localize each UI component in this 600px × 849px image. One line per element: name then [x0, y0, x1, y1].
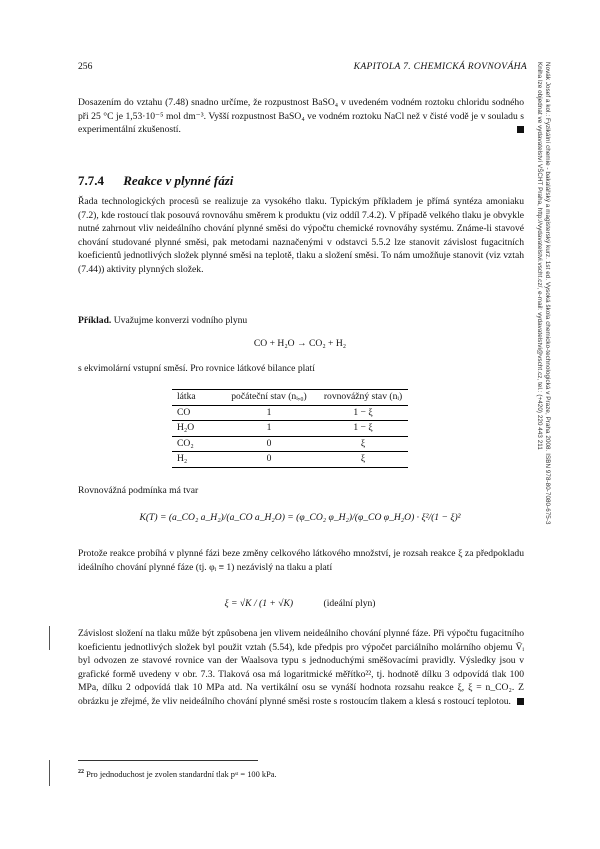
table-cell: H₂ — [172, 452, 220, 468]
section-title: Reakce v plynné fázi — [123, 173, 234, 188]
section-paragraph: Řada technologických procesů se realizuje za vysokého tlaku. Typickým příkladem je přímá syntéza amoniaku (7.2), kde rostoucí tlak posouvá rovnováhu směrem k produktu (viz oddíl 7.4.2). V případě velkého tlaku je obvykle nutné zahrnout vliv neideálního chování plynné směsi do výpočtu chemické rovnováhy systému. Známe-li stavové chování studované plynné směsi, pak metodami naznačenými v odstavci 5.5.2 lze stanovit závislost fugacitních koeficientů jednotlivých složek plynné směsi na teplotě, tlaku a složení směsi. To nám umožňuje stanovit (viz vztah (7.44)) aktivity plynných složek. — [78, 196, 524, 275]
intro-paragraph-text: Dosazením do vztahu (7.48) snadno určíme, že rozpustnost BaSO₄ v uvedeném vodném roztoku chloridu sodného při 25 °C je 1,53·10⁻⁵ mol dm⁻³. Vyšší rozpustnost BaSO₄ ve vodném roztoku NaCl než v čisté vodě je v souladu s experimentální zkušeností. — [78, 97, 524, 136]
change-bar — [49, 626, 50, 650]
reaction-equation: CO + H₂O → CO₂ + H₂ — [253, 338, 347, 349]
running-title: KAPITOLA 7. CHEMICKÁ ROVNOVÁHA — [353, 61, 527, 72]
table-cell: ξ — [318, 436, 408, 452]
table-header-cell: látka — [172, 390, 220, 406]
table-header-row — [172, 390, 408, 406]
example-intro-line — [78, 314, 524, 328]
table-header-cell: rovnovážný stav (nᵢ) — [318, 390, 408, 406]
table-row — [172, 436, 408, 452]
end-of-example-mark-2 — [517, 698, 524, 705]
change-bar-footnote — [49, 760, 50, 786]
table-cell: ξ — [318, 452, 408, 468]
end-of-example-mark-1 — [517, 126, 524, 133]
example-label: Příklad. — [78, 315, 112, 326]
closing-paragraph-text: Závislost složení na tlaku může být způsobena jen vlivem neideálního chování plynné fáze. Při výpočtu fugacitního koeficientu jednotlivých složek byl použit vztah (5.54), kde předpis pro výpočet parciálního molárního objemu V̄ᵢ byl odvozen ze stavové rovnice van der Waalsova typu s jednoduchými směšovacími pravidly. Výsledky jsou v grafické formě uvedeny v obr. 7.3. Tlaková osa má logaritmické měřítko²², tj. hodnotě dílku 3 odpovídá tlak 100 MPa, dílku 2 odpovídá tlak 10 MPa atd. Na vertikální osu se vynáší hodnota rozsahu reakce ξ, ξ = n_CO₂. Z obrázku je zřejmé, že vliv neideálního chování plynné směsi roste s rostoucím tlakem a klesá s rostoucí teplotou. — [78, 628, 524, 707]
table-row — [172, 421, 408, 437]
intro-paragraph — [78, 96, 524, 137]
balance-intro: s ekvimolární vstupní směsí. Pro rovnice látkové bilance platí — [78, 363, 315, 374]
side-note-line2: Kniha lze objednat ve vydavatelství VŠCHT Praha, http://vydavatelstvi.vscht.cz/, e-mail: vydavatelstvi@vscht.cz, tel.: (+420) 220 443 211 — [536, 62, 543, 450]
section-heading — [78, 173, 233, 189]
page-number: 256 — [78, 61, 93, 72]
table-cell: 1 − ξ — [318, 421, 408, 437]
table-header-cell: počáteční stav (nᵢ,₀) — [220, 390, 318, 406]
extent-paragraph: Protože reakce probíhá v plynné fázi beze změny celkového látkového množství, je rozsah reakce ξ za předpokladu ideálního chování plynné fáze (tj. φᵢ ≡ 1) nezávislý na tlaku a platí — [78, 548, 524, 573]
table-cell: CO₂ — [172, 436, 220, 452]
section-number: 7.7.4 — [78, 173, 104, 188]
table-cell: 0 — [220, 452, 318, 468]
ideal-gas-equation: ξ = √K / (1 + √K) — [224, 598, 294, 609]
table-row — [172, 452, 408, 468]
ideal-gas-note: (ideální plyn) — [323, 598, 376, 609]
side-note-line1: Novák Josef a kol.: Fyzikální chemie - bakalářský a magisterský kurz. 1st ed. Vysoká škola chemicko-technologická v Praze, Praha 2008. ISBN 978-80-7080-675-3 — [544, 62, 551, 525]
example-intro: Uvažujme konverzi vodního plynu — [113, 315, 248, 326]
table-row — [172, 405, 408, 421]
table-cell: 0 — [220, 436, 318, 452]
table-cell: 1 — [220, 421, 318, 437]
mass-balance-table — [172, 389, 408, 468]
table-cell: 1 − ξ — [318, 405, 408, 421]
footnote — [78, 767, 524, 780]
footnote-mark: 22 — [78, 769, 84, 775]
footnote-rule — [78, 760, 258, 761]
side-note — [535, 62, 551, 525]
equilibrium-condition-text: Rovnovážná podmínka má tvar — [78, 485, 199, 496]
ideal-gas-equation-line — [0, 597, 600, 611]
equilibrium-equation: K(T) = (a_CO₂ a_H₂)/(a_CO a_H₂O) = (φ_CO₂ φ_H₂)/(φ_CO φ_H₂O) · ξ²/(1 − ξ)² — [139, 512, 461, 523]
closing-paragraph — [78, 627, 524, 709]
table-cell: CO — [172, 405, 220, 421]
footnote-text: Pro jednoduchost je zvolen standardní tlak pˢᵗ = 100 kPa. — [86, 769, 277, 779]
table-cell: 1 — [220, 405, 318, 421]
table-cell: H₂O — [172, 421, 220, 437]
